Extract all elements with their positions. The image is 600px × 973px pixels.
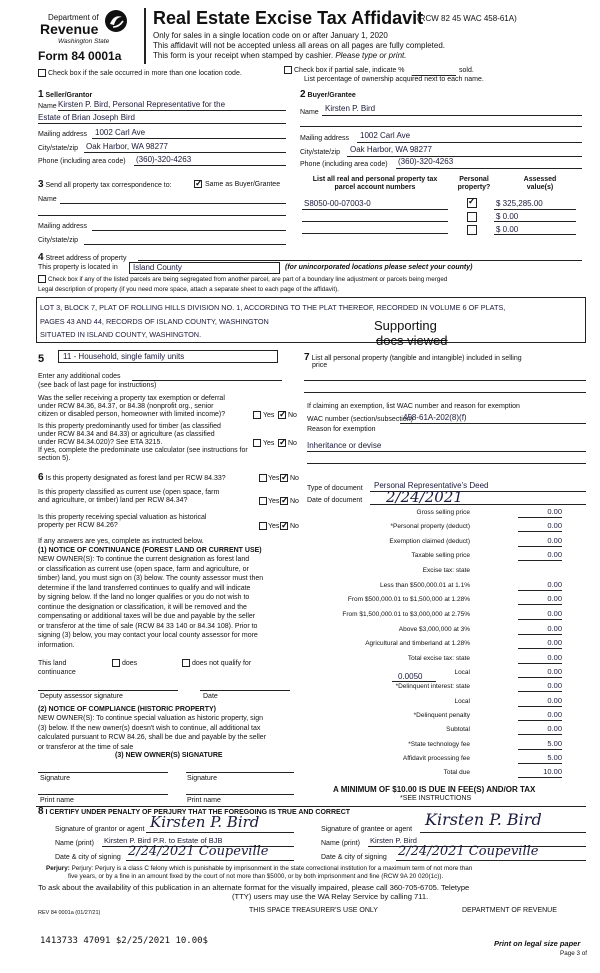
grantee-date-label: Date & city of signing [321, 854, 387, 861]
reason-label: Reason for exemption [307, 426, 376, 433]
supporting-stamp-2: docs viewed [376, 333, 448, 348]
tax-row-value[interactable]: 0.00 [518, 581, 562, 591]
s6-q2-no-label: No [290, 498, 299, 505]
minimum-note: A MINIMUM OF $10.00 IS DUE IN FEE(S) AND/OR TAX [333, 785, 536, 794]
local-rate: 0.0050 [398, 672, 423, 681]
tax-row-value[interactable]: 0.00 [518, 711, 562, 721]
tax-row-label: Subtotal [446, 726, 470, 733]
legal-line-2: PAGES 43 AND 44, RECORDS OF ISLAND COUNTY, WASHINGTON [40, 317, 269, 326]
does-not-checkbox[interactable] [182, 659, 190, 667]
seller-phone[interactable]: (360)-320-4263 [136, 155, 192, 164]
s5-q1-yes-label: Yes [263, 412, 275, 419]
grantee-print-name[interactable]: Kirsten P. Bird [370, 836, 417, 845]
s3-name-label: Name [38, 196, 57, 203]
s5-q1-no-label: No [288, 412, 297, 419]
tax-row-value[interactable]: 0.00 [518, 625, 562, 635]
tax-row-label: Agricultural and timberland at 1.28% [365, 640, 470, 647]
new-owner-print-2[interactable] [186, 794, 294, 795]
s3-name-line-2 [38, 215, 286, 216]
see-instructions: *SEE INSTRUCTIONS [400, 795, 472, 802]
tax-row-value[interactable]: 0.00 [518, 639, 562, 649]
buyer-name-line-2 [300, 126, 582, 127]
s5-q2-yes-label: Yes [263, 440, 275, 447]
notice-line: continue the designation or classification, it will be removed and the [38, 603, 247, 611]
s3-mailing-label: Mailing address [38, 223, 88, 230]
notice-line: (3) below. If the new owner(s) doesn't wish to continue, all additional tax [38, 724, 261, 732]
notice-line: determine if the land transferred continues to qualify and will indicate [38, 584, 251, 592]
s6-q3a: Is this property receiving special valuation as historical [38, 514, 207, 521]
seller-name-1[interactable]: Kirsten P. Bird, Personal Representative for the [58, 100, 226, 109]
s5-q2a: Is this property predominantly used for timber (as classified [38, 423, 221, 430]
tax-row-value[interactable]: 5.00 [518, 740, 562, 750]
buyer-city-line [347, 156, 582, 157]
street-address-field[interactable] [138, 260, 582, 261]
buyer-city-label: City/state/zip [300, 149, 341, 156]
seller-name-line-1 [58, 110, 286, 111]
new-owner-sig-label-2: Signature [187, 775, 217, 782]
notice-line: compensating or additional taxes will be due and payable by the seller [38, 613, 256, 620]
county-select[interactable]: Island County [129, 262, 280, 274]
grantee-date-line [396, 860, 586, 861]
s6-q2-yes-label: Yes [268, 498, 280, 505]
tax-row-label: Local [454, 698, 470, 705]
section5-num: 5 [38, 353, 45, 365]
assessed-line-2 [494, 221, 576, 222]
notice-line: signing (3) below, you may contact your local county assessor for more [38, 632, 258, 639]
supporting-stamp-1: Supporting [374, 318, 437, 333]
ownership-note: List percentage of ownership acquired next to each name. [304, 76, 484, 83]
see-back-label: (see back of last page for instructions) [38, 382, 157, 389]
buyer-city[interactable]: Oak Harbor, WA 98277 [350, 145, 432, 154]
notice-line: calculated pursuant to RCW 84.26, shall be due and payable by the seller [38, 734, 267, 741]
reason-line [307, 451, 586, 452]
exemption-intro: If claiming an exemption, list WAC number and reason for exemption [307, 403, 520, 410]
does-not-label: does not qualify for [192, 660, 252, 667]
page-number: Page 3 of [560, 950, 587, 957]
notice1-heading: (1) NOTICE OF CONTINUANCE (FOREST LAND OR CURRENT USE) [38, 547, 262, 554]
s5-q2-no-label: No [288, 440, 297, 447]
buyer-mailing-label: Mailing address [300, 135, 350, 142]
s6-q1: 6 Is this property designated as forest land per RCW 84.33? [38, 472, 226, 483]
buyer-name[interactable]: Kirsten P. Bird [325, 104, 376, 113]
personal-head: Personal property? [457, 176, 491, 192]
local-rate-line [392, 681, 436, 682]
buyer-heading: 2 Buyer/Grantee [300, 89, 356, 100]
s6-q1-no-label: No [290, 475, 299, 482]
seller-city-line [84, 152, 286, 153]
tax-row-value[interactable]: 10.00 [518, 768, 562, 778]
add-codes-field[interactable] [132, 380, 282, 381]
dor-footer: DEPARTMENT OF REVENUE [462, 907, 557, 914]
header-divider [144, 8, 146, 64]
s5-q1b: under RCW 84.36, 84.37, or 84.38 (nonprofit org., senior [38, 403, 214, 410]
doc-type-label: Type of document [307, 485, 363, 492]
s6-q2-yes-checkbox[interactable] [259, 497, 267, 505]
section7-heading-2: price [312, 362, 328, 369]
tax-row-value[interactable]: 0.00 [518, 668, 562, 678]
deputy-date-label: Date [203, 693, 218, 700]
new-owner-sig-label-1: Signature [40, 775, 70, 782]
notice-line: NEW OWNER(S): To continue special valuation as historic property, sign [38, 715, 263, 722]
grantee-signature[interactable]: Kirsten P. Bird [425, 810, 542, 829]
tax-row-label: Gross selling price [416, 509, 470, 516]
alt-format-2: (TTY) users may use the WA Relay Service by calling 711. [232, 892, 429, 901]
multi-location-label: Check box if the sale occurred in more than one location code. [48, 70, 242, 77]
s5-q2-yes-checkbox[interactable] [253, 439, 261, 447]
tax-row-label: From $500,000.01 to $1,500,000 at 1.28% [347, 596, 470, 603]
wac-label: WAC number (section/subsection) [307, 416, 413, 423]
notice-line: timber) land, you must sign on (3) below. The county assessor must then [38, 575, 264, 582]
rev-number: REV 84 0001a (01/27/21) [38, 910, 101, 916]
tax-row-label: *State technology fee [408, 741, 470, 748]
parcel-line-1 [302, 209, 448, 210]
buyer-phone[interactable]: (360)-320-4263 [398, 157, 454, 166]
grantor-date-label: Date & city of signing [55, 854, 121, 861]
revenue-logo-icon [104, 9, 128, 33]
s3-city-label: City/state/zip [38, 237, 79, 244]
continuance-label: continuance [38, 669, 76, 676]
deputy-label: Deputy assessor signature [40, 693, 123, 700]
assessed-head: Assessed value(s) [523, 176, 557, 192]
deputy-date-line[interactable] [200, 690, 290, 691]
tax-row-value[interactable]: 5.00 [518, 754, 562, 764]
section7-heading: 7 List all personal property (tangible and intangible) included in selling [304, 352, 522, 363]
partial-sale-label: Check box if partial sale, indicate % [294, 67, 405, 74]
state-line: Washington State [58, 38, 110, 45]
s6-q2-no-checkbox[interactable] [280, 497, 288, 505]
s5-q2e: section 5). [38, 455, 71, 462]
buyer-name-label: Name [300, 109, 319, 116]
segregated-label: Check box if any of the listed parcels are being segregated from another parcel, are part of a boundary line adjustment or parcels being merged [48, 276, 448, 283]
grantee-sig-label: Signature of grantee or agent [321, 826, 413, 833]
assessed-line-1 [494, 209, 576, 210]
s5-q1c: citizen or disabled person, homeowner with limited income)? [38, 411, 226, 418]
parcel-line-2 [302, 221, 448, 222]
tax-row-label: *Delinquent penalty [413, 712, 470, 719]
seller-name-line-2 [38, 123, 286, 124]
s5-q2b: under RCW 84.34 and 84.33) or agriculture (as classified [38, 431, 215, 438]
seller-mailing-line [92, 138, 286, 139]
alt-format-1: To ask about the availability of this publication in an alternate format for the visually impaired, please call 360-705-6705. Teletype [38, 883, 470, 892]
subtitle-1: Only for sales in a single location code on or after January 1, 2020 [153, 31, 388, 40]
notice2-heading: (2) NOTICE OF COMPLIANCE (HISTORIC PROPERTY) [38, 706, 216, 713]
s6-q3b: property per RCW 84.26? [38, 522, 118, 529]
reason-value[interactable]: Inheritance or devise [307, 441, 382, 450]
s6-q3-no-label: No [290, 523, 299, 530]
grantor-name-label: Name (print) [55, 840, 94, 847]
tax-row-value[interactable]: 0.00 [518, 595, 562, 605]
notice-line: or classification as current use (open space, farm and agriculture, or [38, 565, 249, 573]
tax-row-label: Above $3,000,000 at 3% [398, 626, 470, 633]
dept-line: Department of [48, 13, 99, 22]
grantor-signature[interactable]: Kirsten P. Bird [150, 813, 260, 831]
tax-row-value[interactable]: 0.00 [518, 697, 562, 707]
print-legal: Print on legal size paper [494, 939, 581, 948]
certify-heading: 8 I CERTIFY UNDER PENALTY OF PERJURY THAT THE FOREGOING IS TRUE AND CORRECT [38, 806, 351, 817]
seller-name-2[interactable]: Estate of Brian Joseph Bird [38, 113, 135, 122]
tax-row-value[interactable]: 0.00 [518, 610, 562, 620]
new-owner-print-label-2: Print name [187, 797, 221, 804]
s5-q1-yes-checkbox[interactable] [253, 411, 261, 419]
seller-city-label: City/state/zip [38, 145, 79, 152]
seller-city[interactable]: Oak Harbor, WA 98277 [86, 142, 168, 151]
tax-row-label: From $1,500,000.01 to $3,000,000 at 2.75% [342, 611, 470, 618]
personal-checkbox-1[interactable] [467, 198, 477, 208]
grantee-name-label: Name (print) [321, 840, 360, 847]
tax-row-label: Local [454, 669, 470, 676]
seller-mailing[interactable]: 1002 Carl Ave [95, 128, 146, 137]
personal-property-line-1[interactable] [304, 380, 586, 381]
treasurer-use: THIS SPACE TREASURER'S USE ONLY [249, 907, 378, 914]
buyer-phone-line [396, 168, 582, 169]
s3-name-line [60, 203, 286, 204]
legal-line-3: SITUATED IN ISLAND COUNTY, WASHINGTON. [40, 330, 202, 339]
buyer-mailing-line [357, 142, 582, 143]
tax-row-label: Exemption claimed (deduct) [389, 538, 470, 545]
tax-row-label: Less than $500,000.01 at 1.1% [380, 582, 470, 589]
parcel-head: List all real and personal property tax parcel account numbers [312, 176, 438, 192]
notice-line: by signing below. If the land no longer qualifies or you do not wish to [38, 594, 250, 601]
tax-row-value[interactable]: 0.00 [518, 537, 562, 547]
tax-row-value[interactable]: 0.00 [518, 654, 562, 664]
grantor-sig-line [146, 832, 294, 833]
same-as-buyer-label: Same as Buyer/Grantee [205, 181, 281, 188]
s5-q1a: Was the seller receiving a property tax exemption or deferral [38, 395, 225, 402]
if-any-yes: If any answers are yes, complete as instructed below. [38, 538, 204, 545]
s6-q2a: Is this property classified as current use (open space, farm [38, 489, 220, 496]
does-checkbox[interactable] [112, 659, 120, 667]
personal-checkbox-3[interactable] [467, 225, 477, 235]
notice-line: NEW OWNER(S): To continue the current designation as forest land [38, 556, 250, 563]
s3-city-line [84, 244, 286, 245]
grantor-print-name[interactable]: Kirsten P. Bird P.R. to Estate of BJB [104, 836, 223, 845]
seller-phone-label: Phone (including area code) [38, 158, 126, 165]
form-number: Form 84 0001a [38, 49, 122, 63]
cashier-receipt: 1413733 47091 $2/25/2021 10.00$ [40, 936, 208, 946]
tax-row-value[interactable]: 0.00 [518, 551, 562, 561]
assessed-3[interactable]: $ 0.00 [496, 225, 519, 234]
street-address-label: 4 Street address of property [38, 252, 127, 263]
buyer-mailing[interactable]: 1002 Carl Ave [360, 131, 411, 140]
doc-date-label: Date of document [307, 497, 363, 504]
tax-row-value[interactable]: 0.00 [518, 508, 562, 518]
s5-q1-no-checkbox[interactable] [278, 411, 286, 419]
seller-phone-line [134, 165, 286, 166]
s6-q1-yes-label: Yes [268, 475, 280, 482]
s6-q3-no-checkbox[interactable] [280, 522, 288, 530]
uninc-note: (for unincorporated locations please select your county) [285, 264, 473, 271]
tax-row-label: Taxable selling price [411, 552, 470, 559]
tax-row-value[interactable]: 0.00 [518, 725, 562, 735]
notice-line: information. [38, 641, 75, 649]
parcel-line-3 [302, 233, 448, 234]
tax-row-label: Total excise tax: state [407, 655, 470, 662]
buyer-name-line [322, 115, 582, 116]
title-ref: (RCW 82 45 WAC 458-61A) [417, 14, 517, 23]
perjury-1: Perjury: Perjury: Perjury is a class C felony which is punishable by imprisonment in the state correctional institution for a maximum term of not more than [46, 865, 473, 872]
tax-row-label: Total due [443, 769, 470, 776]
seller-name-label: Name [38, 103, 57, 110]
add-codes-label: Enter any additional codes [38, 373, 121, 380]
new-owner-print-1[interactable] [38, 794, 168, 795]
tax-row-label: Affidavit processing fee [402, 755, 470, 762]
wac-line [400, 423, 586, 424]
tax-row-value[interactable]: 0.00 [518, 682, 562, 692]
buyer-phone-label: Phone (including area code) [300, 161, 388, 168]
s6-q2b: and agriculture, or timber) land per RCW 84.34? [38, 497, 188, 504]
doc-type[interactable]: Personal Representative's Deed [374, 481, 489, 490]
tax-row-label: *Personal property (deduct) [390, 523, 470, 530]
s5-q2-no-checkbox[interactable] [278, 439, 286, 447]
tax-row-value[interactable]: 0.00 [518, 522, 562, 532]
new-owner-sig-2[interactable] [186, 772, 294, 773]
multi-location-checkbox[interactable] [38, 69, 46, 77]
assessed-line-3 [494, 234, 576, 235]
doc-date-line [370, 504, 586, 505]
grantor-date-city[interactable]: 2/24/2021 Coupeville [128, 844, 269, 859]
does-label: does [122, 660, 138, 667]
reason-line-2 [307, 463, 586, 464]
page-title: Real Estate Excise Tax Affidavit [153, 8, 424, 28]
legal-line-1: LOT 3, BLOCK 7, PLAT OF ROLLING HILLS DIVISION NO. 1, ACCORDING TO THE PLAT THEREOF, RECORDED IN VOLUME 6 OF PLATS, [40, 303, 506, 312]
new-owner-sig-1[interactable] [38, 772, 168, 773]
grantor-sig-label: Signature of grantor or agent [55, 826, 145, 833]
wac-number[interactable]: 458-61A-202(8)(f) [403, 413, 467, 422]
s5-q2d: If yes, complete the predominate use calculator (see instructions for [38, 447, 248, 454]
seller-mailing-label: Mailing address [38, 131, 88, 138]
subtitle-2: This affidavit will not be accepted unless all areas on all pages are fully completed. [153, 41, 446, 50]
s6-q3-yes-label: Yes [268, 523, 280, 530]
grantor-date-line [126, 860, 294, 861]
same-as-buyer-checkbox[interactable] [194, 180, 202, 188]
this-land-label: This land [38, 660, 67, 667]
notice-line: or transferor at the time of sale [38, 743, 134, 751]
doc-date[interactable]: 2/24/2021 [386, 488, 463, 506]
sold-label: sold. [459, 67, 474, 74]
new-owner-print-label-1: Print name [40, 797, 74, 804]
notice-line: or transferor at the time of sale (RCW 84 33 140 or 84.34 108). Prior to [38, 622, 258, 630]
grantee-sig-line [420, 832, 586, 833]
perjury-2: five years, or by a fine in an amount fixed by the court of not more than $5000, or by both imprisonment and fine (RCW 9A 20 020(1c)). [68, 873, 444, 880]
tax-row-label: Excise tax: state [422, 567, 470, 574]
seller-heading: 1 Seller/Grantor [38, 89, 93, 100]
s6-q1-no-checkbox[interactable] [280, 474, 288, 482]
deputy-signature-line[interactable] [38, 690, 178, 691]
segregated-checkbox[interactable] [38, 275, 46, 283]
parcel-1[interactable]: S8050-00-07003-0 [304, 199, 371, 208]
revenue-logo-text: Revenue [40, 21, 99, 37]
located-in-label: This property is located in [38, 264, 118, 271]
land-use-code-select[interactable]: 11 - Household, single family units [58, 350, 278, 363]
s3-mailing-line [92, 230, 286, 231]
section3-heading: 3 Send all property tax correspondence to: [38, 179, 172, 190]
legal-label: Legal description of property (if you need more space, attach a separate sheet to each page of the affidavit). [38, 286, 339, 293]
s5-q2c: under RCW 84.34.020)? See ETA 3215. [38, 439, 163, 446]
partial-sale-checkbox[interactable] [284, 66, 292, 74]
personal-property-line-2[interactable] [304, 392, 586, 393]
subtitle-3: This form is your receipt when stamped by cashier. Please type or print. [153, 51, 407, 60]
s6-q1-yes-checkbox[interactable] [259, 474, 267, 482]
tax-row-label: *Delinquent interest: state [395, 683, 470, 690]
notice3-heading: (3) NEW OWNER(S) SIGNATURE [115, 752, 223, 759]
grantee-date-city[interactable]: 2/24/2021 Coupeville [398, 844, 539, 859]
personal-checkbox-2[interactable] [467, 212, 477, 222]
assessed-1[interactable]: $ 325,285.00 [496, 199, 543, 208]
s6-q3-yes-checkbox[interactable] [259, 522, 267, 530]
assessed-2[interactable]: $ 0.00 [496, 212, 519, 221]
